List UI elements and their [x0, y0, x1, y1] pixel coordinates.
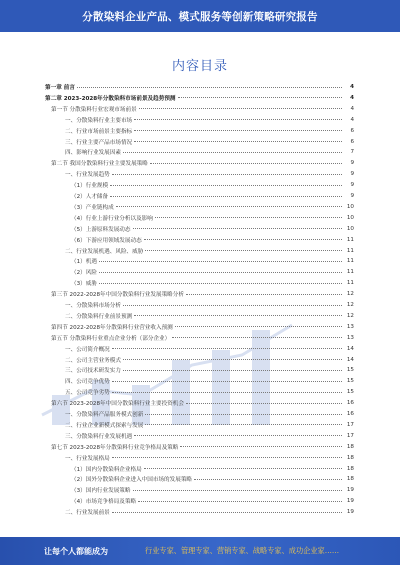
toc-entry-title: 第一节 分散染料行业宏观市场前景 [51, 106, 137, 113]
toc-entry-title: 一、公司简介概况 [65, 346, 110, 353]
toc-entry[interactable] [45, 485, 354, 495]
toc-entry-title: 二、行业企业新模式探索与发展 [65, 422, 144, 429]
toc-leader-dots [138, 501, 342, 502]
toc-entry-title: （2）人才储备 [71, 194, 109, 200]
toc-entry-title: （3）国内行业发展策略 [71, 488, 131, 495]
toc-entry[interactable] [45, 398, 354, 408]
toc-entry-title: 三、分散染料行业发展机遇 [65, 433, 133, 440]
toc-leader-dots [123, 359, 342, 360]
toc-entry-page: 19 [346, 509, 354, 516]
toc-entry[interactable] [45, 322, 354, 332]
toc-entry[interactable] [45, 344, 354, 354]
toc-entry[interactable] [45, 300, 354, 310]
toc-entry-page: 16 [346, 411, 354, 417]
toc-entry-title: （2）国外分散染料企业进入中国市场的发展策略 [71, 477, 193, 484]
toc-leader-dots [172, 337, 342, 338]
toc-entry-title: （2）风险 [71, 270, 97, 277]
toc-entry-title: 第六节 2023-2028年中国分散染料行业主要投资机会 [51, 401, 184, 408]
toc-entry-title: （3）威胁 [71, 281, 97, 288]
toc-leader-dots [112, 381, 342, 382]
toc-leader-dots [99, 261, 342, 262]
toc-leader-dots [175, 326, 342, 327]
toc-leader-dots [112, 174, 342, 175]
toc-leader-dots [134, 130, 342, 131]
toc-entry-page: 11 [346, 258, 354, 265]
toc-entry[interactable] [45, 420, 354, 430]
header-banner [0, 0, 400, 32]
toc-entry-title: 二、公司主营业务模式 [65, 357, 121, 364]
toc-leader-dots [116, 206, 342, 207]
toc-leader-dots [150, 163, 342, 164]
toc-entry-page: 15 [346, 389, 354, 396]
toc-entry-page: 13 [346, 323, 354, 330]
toc-entry-page: 11 [346, 247, 354, 254]
toc-leader-dots [110, 185, 342, 186]
toc-entry-page: 11 [346, 269, 354, 276]
toc-entry[interactable] [45, 289, 354, 299]
toc-entry-title: 第五节 分散染料行业重点企业分析（部分企业） [51, 335, 171, 342]
toc-entry[interactable] [45, 224, 354, 234]
toc-leader-dots [186, 294, 342, 295]
toc-entry-title: 二、行业发展机遇、风险、威胁 [65, 248, 144, 255]
toc-entry-title: 四、公司竞争优势 [65, 379, 110, 386]
toc-entry-title: （6）下游应用领域发展动态 [71, 237, 142, 244]
toc-leader-dots [133, 228, 343, 229]
toc-entry-page: 9 [350, 182, 354, 189]
toc-entry[interactable] [45, 191, 354, 201]
toc-leader-dots [134, 315, 342, 316]
toc-leader-dots [112, 457, 342, 458]
toc-entry-title: 一、分散染料市场分析 [65, 303, 121, 309]
toc-entry[interactable] [45, 442, 354, 452]
toc-leader-dots [133, 490, 343, 491]
toc-entry-page: 11 [346, 280, 354, 287]
toc-heading: 内容目录 [171, 59, 228, 74]
toc-leader-dots [145, 424, 342, 425]
toc-entry-title: 一、行业发展格局 [65, 455, 110, 462]
toc-leader-dots [77, 87, 342, 88]
toc-entry-page: 9 [350, 171, 354, 178]
toc-entry-page: 6 [350, 138, 354, 145]
toc-entry[interactable] [45, 376, 354, 386]
toc-leader-dots [123, 305, 342, 306]
toc-entry-title: 第一章 前言 [45, 85, 75, 91]
toc-entry-page: 7 [350, 149, 354, 156]
toc-leader-dots [194, 479, 342, 480]
toc-entry[interactable] [45, 82, 354, 92]
toc-entry[interactable] [45, 311, 354, 321]
toc-leader-dots [112, 512, 342, 513]
toc-entry-page: 9 [350, 193, 354, 199]
toc-entry-page: 11 [346, 236, 354, 243]
toc-entry-page: 15 [346, 367, 354, 374]
toc-entry[interactable] [45, 267, 354, 277]
toc-entry[interactable] [45, 235, 354, 245]
toc-leader-dots [144, 468, 342, 469]
toc-entry-page: 17 [346, 421, 354, 428]
toc-entry-title: （4）市场竞争格局及策略 [71, 499, 137, 506]
toc-leader-dots [134, 435, 342, 436]
toc-entry[interactable] [45, 278, 354, 288]
toc-leader-dots [155, 217, 342, 218]
toc-leader-dots [110, 196, 342, 197]
table-of-contents [45, 82, 354, 518]
footer-banner [0, 537, 400, 565]
toc-entry-title: （1）行业规模 [71, 183, 109, 190]
toc-leader-dots [99, 272, 342, 273]
toc-entry[interactable] [45, 453, 354, 463]
toc-entry[interactable] [45, 147, 354, 157]
toc-entry-title: （4）行业上游行业分析以及影响 [71, 215, 153, 222]
toc-entry-page: 15 [346, 378, 354, 385]
toc-leader-dots [112, 348, 342, 349]
toc-entry[interactable] [45, 158, 354, 168]
toc-leader-dots [139, 108, 342, 109]
footer-slogan: 行业专家、管理专家、营销专家、战略专家、成功企业家…… [145, 546, 340, 555]
toc-entry-page: 18 [346, 476, 354, 483]
toc-entry-page: 14 [346, 356, 354, 363]
toc-entry-page: 19 [346, 498, 354, 505]
toc-entry-page: 14 [346, 345, 354, 352]
toc-entry-title: 二、行业发展前景 [65, 510, 110, 517]
toc-entry[interactable] [45, 507, 354, 517]
toc-entry-title: 一、分散染料行业主要市场 [65, 117, 133, 124]
toc-entry-title: （1）机遇 [71, 259, 97, 266]
toc-entry-page: 6 [350, 127, 354, 134]
toc-entry-title: 第四节 2022-2028年分散染料行业营业收入预测 [51, 324, 173, 331]
toc-entry[interactable] [45, 387, 354, 397]
toc-entry-title: （1）国内分散染料企业格局 [71, 466, 142, 473]
toc-entry[interactable] [45, 115, 354, 125]
toc-entry-page: 9 [350, 160, 354, 167]
toc-entry-title: （3）产业链构成 [71, 204, 114, 211]
toc-entry-title: 二、分散染料行业前景预测 [65, 313, 133, 320]
toc-entry[interactable] [45, 93, 354, 103]
toc-entry-page: 4 [350, 116, 354, 123]
toc-entry-title: 第七节 2023-2028年分散染料行业竞争格局及策略 [51, 444, 179, 451]
toc-entry[interactable] [45, 180, 354, 190]
toc-leader-dots [134, 119, 342, 120]
toc-leader-dots [180, 446, 342, 447]
toc-entry[interactable] [45, 213, 354, 223]
toc-leader-dots [112, 392, 342, 393]
toc-entry-title: 五、公司竞争劣势 [65, 390, 110, 397]
toc-entry[interactable] [45, 355, 354, 365]
toc-entry-page: 4 [350, 84, 354, 90]
toc-leader-dots [145, 250, 342, 251]
toc-leader-dots [99, 283, 342, 284]
toc-entry[interactable] [45, 246, 354, 256]
toc-leader-dots [186, 403, 342, 404]
toc-entry-page: 4 [350, 94, 354, 101]
toc-entry[interactable] [45, 431, 354, 441]
report-title: 分散染料企业产品、模式服务等创新策略研究报告 [82, 11, 318, 23]
toc-entry-page: 18 [346, 454, 354, 461]
toc-entry-title: 第二节 我国分散染料行业主要发展策略 [51, 161, 148, 168]
toc-entry[interactable] [45, 126, 354, 136]
toc-entry[interactable] [45, 496, 354, 506]
toc-entry-page: 10 [346, 225, 354, 232]
toc-entry[interactable] [45, 169, 354, 179]
toc-entry-page: 12 [346, 312, 354, 319]
toc-entry-page: 18 [346, 443, 354, 450]
toc-entry[interactable] [45, 256, 354, 266]
toc-entry-title: （5）上游原料发展动态 [71, 226, 131, 233]
toc-leader-dots [123, 152, 342, 153]
toc-entry[interactable] [45, 104, 354, 114]
toc-entry-title: 一、行业发展趋势 [65, 172, 110, 179]
toc-entry-title: 三、公司技术研发实力 [65, 368, 121, 375]
toc-entry[interactable] [45, 474, 354, 484]
toc-entry-page: 4 [350, 105, 354, 112]
toc-leader-dots [178, 97, 342, 98]
toc-entry-title: 第二章 2023-2028年分散染料市场前景及趋势预测 [45, 95, 176, 102]
toc-entry[interactable] [45, 202, 354, 212]
toc-entry[interactable] [45, 365, 354, 375]
toc-entry-page: 12 [346, 291, 354, 298]
toc-entry-title: 三、行业主要产品市场情况 [65, 139, 133, 146]
toc-entry-page: 12 [346, 302, 354, 308]
toc-entry[interactable] [45, 137, 354, 147]
toc-leader-dots [145, 414, 342, 415]
toc-entry-page: 13 [346, 334, 354, 341]
toc-leader-dots [134, 141, 342, 142]
toc-entry[interactable] [45, 464, 354, 474]
toc-entry-title: 一、分散染料产品服务模式创新 [65, 412, 144, 418]
toc-leader-dots [123, 370, 342, 371]
toc-entry[interactable] [45, 409, 354, 419]
toc-entry-title: 第三节 2022-2028年中国分散染料行业发展策略分析 [51, 292, 184, 299]
toc-entry-page: 16 [346, 400, 354, 407]
toc-entry-page: 10 [346, 203, 354, 210]
toc-entry-page: 18 [346, 465, 354, 472]
toc-entry[interactable] [45, 333, 354, 343]
toc-leader-dots [144, 239, 342, 240]
toc-entry-title: 二、行业市场前景主要指标 [65, 128, 133, 135]
footer-logo-text: 让每个人都能成为 [44, 547, 108, 556]
toc-entry-title: 四、影响行业发展因素 [65, 150, 121, 157]
toc-entry-page: 10 [346, 214, 354, 221]
toc-entry-page: 19 [346, 487, 354, 494]
toc-entry-page: 17 [346, 432, 354, 439]
